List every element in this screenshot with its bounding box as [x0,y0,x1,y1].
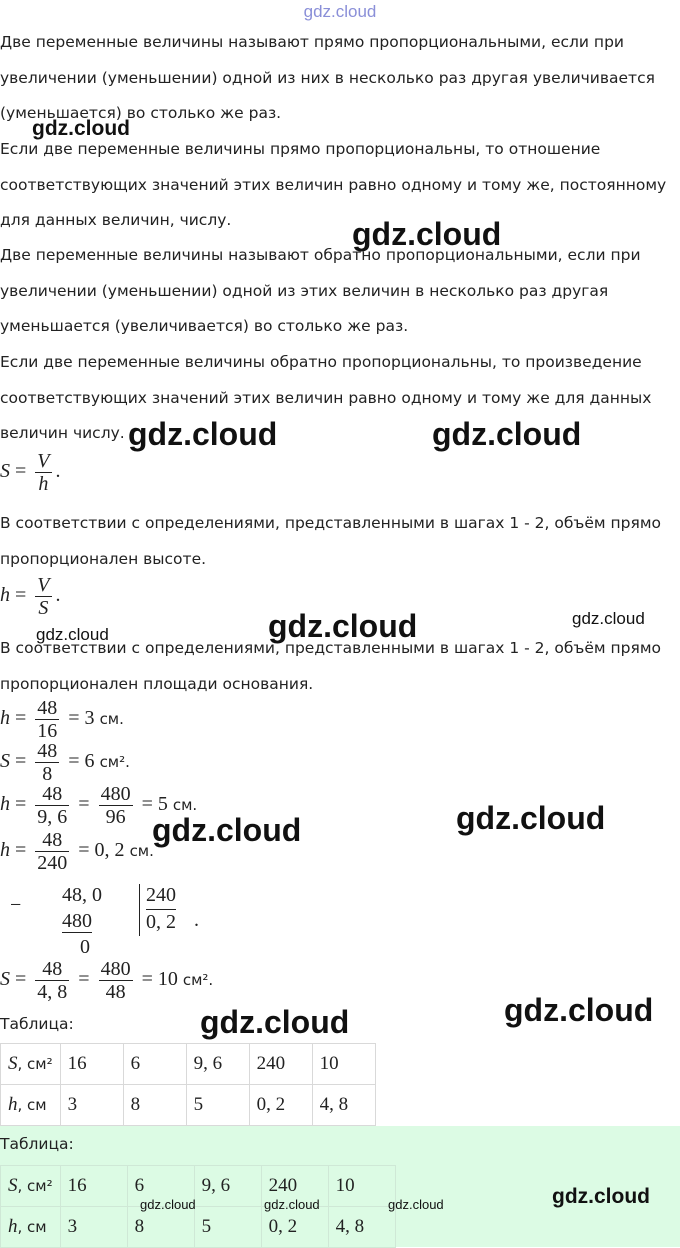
watermark: gdz.cloud [572,609,645,628]
watermark: gdz.cloud [268,608,418,644]
row-header: h, см [1,1085,61,1126]
watermark: gdz.cloud [152,812,302,848]
watermark: gdz.cloud [432,416,582,452]
formula-h-48-240: h = $\frac{48}{240}$ = 0, 2 см. [0,829,154,874]
answer-table [0,1165,396,1248]
table-cell: 6 [127,1166,194,1207]
table-cell: 4, 8 [312,1085,375,1126]
formula-s-48-4-8: S = $\frac{48}{4, 8}$ = $\frac{480}{48}$ = 10 см². [0,958,214,1003]
table-cell: 16 [60,1166,127,1207]
watermark: gdz.cloud [264,1197,320,1212]
table-row [1,1166,396,1207]
paragraph-direct-ratio: Если две переменные величины прямо пропорциональны, то отношение соответствующих значений этих величин равно одному и тому же, постоянному для данных величин, числу. [0,140,667,230]
table-cell: 10 [312,1044,375,1085]
table-cell: 3 [60,1207,127,1248]
paragraph-step-height: В соответствии с определениями, представленными в шагах 1 - 2, объём прямо пропорционален высоте. [0,514,662,568]
table-row [1,1207,396,1248]
watermark: gdz.cloud [552,1185,650,1208]
table-cell: 9, 6 [186,1044,249,1085]
table-cell: 4, 8 [328,1207,395,1248]
row-header: h, см [1,1207,61,1248]
long-division: − 48, 0 480 0 240 0, 2 . [10,884,199,958]
table-cell: 0, 2 [249,1085,312,1126]
table-cell: 10 [328,1166,395,1207]
paragraph-direct-definition: Две переменные величины называют прямо пропорциональными, если при увеличении (уменьшении) одной из них в несколько раз другая увеличивается (уменьшается) во столько же раз. [0,33,655,123]
watermark: gdz.cloud [140,1197,196,1212]
table-cell: 8 [123,1085,186,1126]
table-cell: 5 [194,1207,261,1248]
watermark: gdz.cloud [456,800,606,836]
watermark: gdz.cloud [32,117,130,140]
paragraph-inverse-product: Если две переменные величины обратно пропорциональны, то произведение соответствующих значений этих величин равно одному и тому же для данных величин числу. [0,353,652,443]
table-label: Таблица: [0,1015,74,1033]
table-cell: 240 [249,1044,312,1085]
formula-h: h = $\frac{V}{S}$ . [0,574,61,619]
row-header: S, см² [1,1044,61,1085]
table-row [1,1044,376,1085]
watermark: gdz.cloud [504,992,654,1028]
formula-h-48-96: h = $\frac{48}{9, 6}$ = $\frac{480}{96}$ = 5 см. [0,783,198,828]
table-cell: 8 [127,1207,194,1248]
row-header: S, см² [1,1166,61,1207]
table-cell: 240 [261,1166,328,1207]
paragraph-inverse-definition: Две переменные величины называют обратно пропорциональными, если при увеличении (уменьшении) одной из этих величин в несколько раз другая уменьшается (увеличивается) во столько же раз. [0,246,641,336]
formula-s: S = $\frac{V}{h}$ . [0,450,61,495]
table-cell: 3 [60,1085,123,1126]
table-cell: 0, 2 [261,1207,328,1248]
solution-table [0,1043,376,1126]
table-cell: 5 [186,1085,249,1126]
table-cell: 16 [60,1044,123,1085]
watermark: gdz.cloud [388,1197,444,1212]
answer-table-label: Таблица: [0,1135,74,1153]
table-cell: 6 [123,1044,186,1085]
watermark: gdz.cloud [352,216,502,252]
table-row [1,1085,376,1126]
watermark: gdz.cloud [128,416,278,452]
formula-h-48-16: h = $\frac{48}{16}$ = 3 см. [0,697,124,742]
site-header-link[interactable]: gdz.cloud [303,2,377,21]
table-cell: 9, 6 [194,1166,261,1207]
watermark: gdz.cloud [200,1004,350,1040]
paragraph-step-area: В соответствии с определениями, представленными в шагах 1 - 2, объём прямо пропорционален площади основания. [0,639,662,693]
formula-s-48-8: S = $\frac{48}{8}$ = 6 см². [0,740,130,785]
watermark: gdz.cloud [36,625,109,644]
